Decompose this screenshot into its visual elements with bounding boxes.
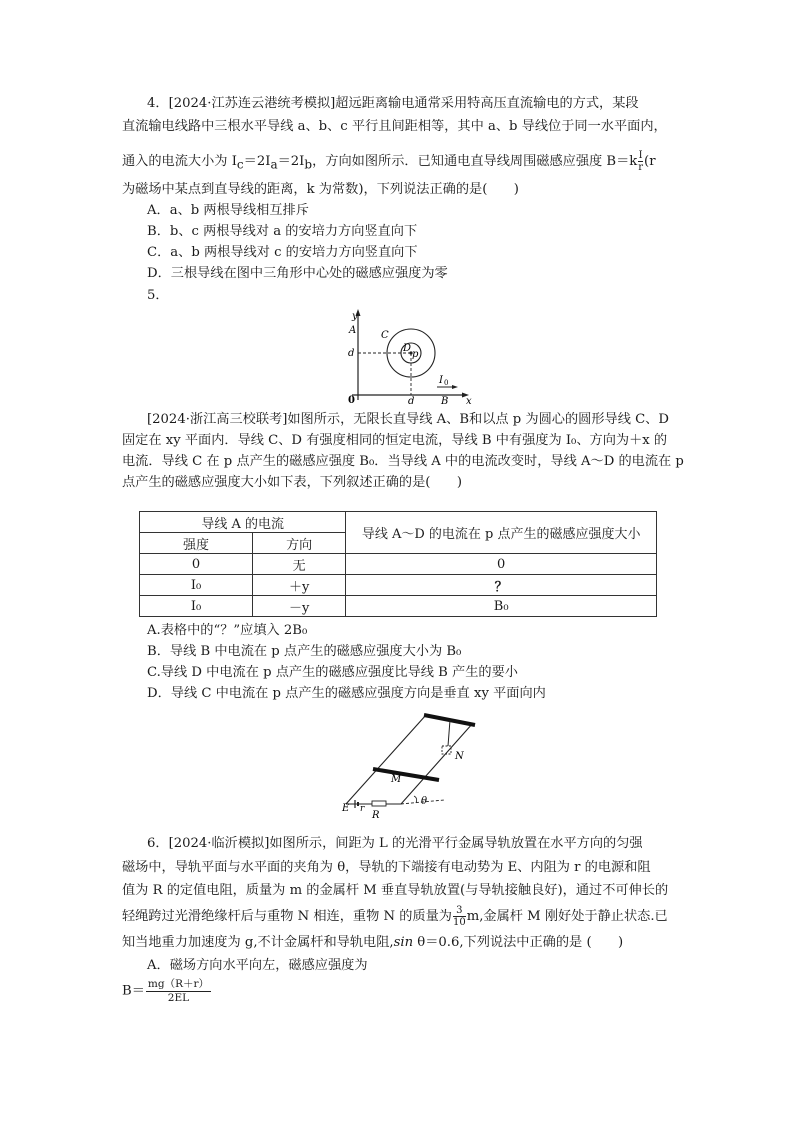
table-cell: B₀ [346,596,657,617]
q4-line4: 为磁场中某点到直导线的距离，k 为常数)，下列说法正确的是( ) [122,182,519,197]
table-row [140,554,657,575]
resistor-r [372,801,386,806]
label-r-internal: r [360,804,365,814]
table-row [140,596,657,617]
label-x: x [466,396,472,405]
table-sub-header: 强度 [140,533,253,554]
label-d-y: d [348,348,355,359]
q6-fraction: $\frac{3}{10}$ [452,905,466,928]
label-i0: I [439,375,443,386]
q4-line2: 直流输电线路中三根水平导线 a、b、c 平行且间距相等，其中 a、b 导线位于同一水平面内， [122,119,667,134]
label-theta: θ [421,796,428,807]
table-row [140,575,657,596]
q6-line3: 值为 R 的定值电阻，质量为 m 的金属杆 M 垂直导轨放置(与导轨接触良好)，通过不可伸长的 [122,883,669,898]
label-b: B [441,396,449,405]
q5-line1: [2024·浙江高三校联考]如图所示，无限长直导线 A、B和以点 p 为圆心的圆形导线 C、D [147,412,669,427]
label-m: M [391,774,402,785]
q4-line1: 4．[2024·江苏连云港统考模拟]超远距离输电通常采用特高压直流输电的方式，某段 [147,96,639,111]
q4-option-c: C．a、b 两根导线对 c 的安培力方向竖直向下 [147,245,418,260]
q6-line5: 知当地重力加速度为 g,不计金属杆和导轨电阻,sin θ＝0.6,下列说法中正确的是 ( ) [122,935,624,950]
q5-option-a: A.表格中的“？”应填入 2B₀ [147,623,308,638]
rope [448,720,450,746]
table-cell: 无 [253,554,346,575]
label-p: p [412,349,419,360]
label-d-x: d [408,396,415,405]
table-cell: I₀ [140,596,253,617]
q4-option-b: B．b、c 两根导线对 a 的安培力方向竖直向下 [147,224,418,239]
table-group-header: 导线 A 的电流 [140,512,346,533]
table-cell: 0 [140,554,253,575]
q4-line3: 通入的电流大小为 $I_c=2I_a=2I_b$，方向如图所示．已知通电直导线周围磁感应强度 B＝k $\frac{I}{r}$ (r [122,150,656,173]
metal-rod-m [373,769,439,780]
label-e: E [342,803,350,814]
q4-fraction: $\frac{I}{r}$ [638,150,644,173]
q6-line1: 6．[2024·临沂模拟]如图所示，间距为 L 的光滑平行金属导轨放置在水平方向的匀强 [147,836,643,851]
angle-arc [414,796,417,803]
left-rail [346,715,426,804]
table-right-header: 导线 A～D 的电流在 p 点产生的磁感应强度大小 [346,512,657,554]
label-c: C [381,330,389,341]
q6-line2: 磁场中，导轨平面与水平面的夹角为 θ，导轨的下端接有电动势为 E、内阻为 r 的电源和阻 [122,860,651,875]
label-y: y [352,311,358,322]
q5-line2: 固定在 xy 平面内．导线 C、D 有强度相同的恒定电流，导线 B 中有强度为 I₀、方向为＋x 的 [122,433,668,448]
table-cell: －y [253,596,346,617]
q5-figure [340,305,490,405]
q5-option-c: C.导线 D 中电流在 p 点产生的磁感应强度比导线 B 产生的要小 [147,665,518,680]
q5-line3: 电流．导线 C 在 p 点产生的磁感应强度 B₀．当导线 A 中的电流改变时，导线 A～D 的电流在 p [122,454,684,469]
label-n: N [455,751,464,762]
q4-option-a: A．a、b 两根导线相互排斥 [147,203,309,218]
table-sub-header: 方向 [253,533,346,554]
q6-formula: B＝ $\frac{mg(R+r)}{2EL}$ [122,978,209,1004]
label-d: D [403,343,412,354]
right-rail [401,723,473,804]
label-i0-sub: 0 [444,379,449,387]
q6-figure [340,708,490,818]
label-origin: 0 [348,395,355,405]
label-r: R [372,810,380,818]
q5-number: 5． [147,288,169,303]
q5-option-d: D．导线 C 中电流在 p 点产生的磁感应强度方向是垂直 xy 平面向内 [147,686,546,701]
q5-option-b: B．导线 B 中电流在 p 点产生的磁感应强度大小为 B₀ [147,644,462,659]
q5-table [139,511,657,617]
table-cell: ？ [346,575,657,596]
label-a: A [349,325,357,336]
table-cell: ＋y [253,575,346,596]
table-cell: 0 [346,554,657,575]
q6-line4: 轻绳跨过光滑绝缘杆后与重物 N 相连，重物 N 的质量为 $\frac{3}{10}$ m,金属杆 M 刚好处于静止状态.已 [122,905,668,928]
q5-line4: 点产生的磁感应强度大小如下表，下列叙述正确的是( ) [122,475,462,490]
q4-option-d: D．三根导线在图中三角形中心处的磁感应强度为零 [147,266,448,281]
table-cell: I₀ [140,575,253,596]
q6-option-a: A．磁场方向水平向左，磁感应强度为 [147,958,368,973]
